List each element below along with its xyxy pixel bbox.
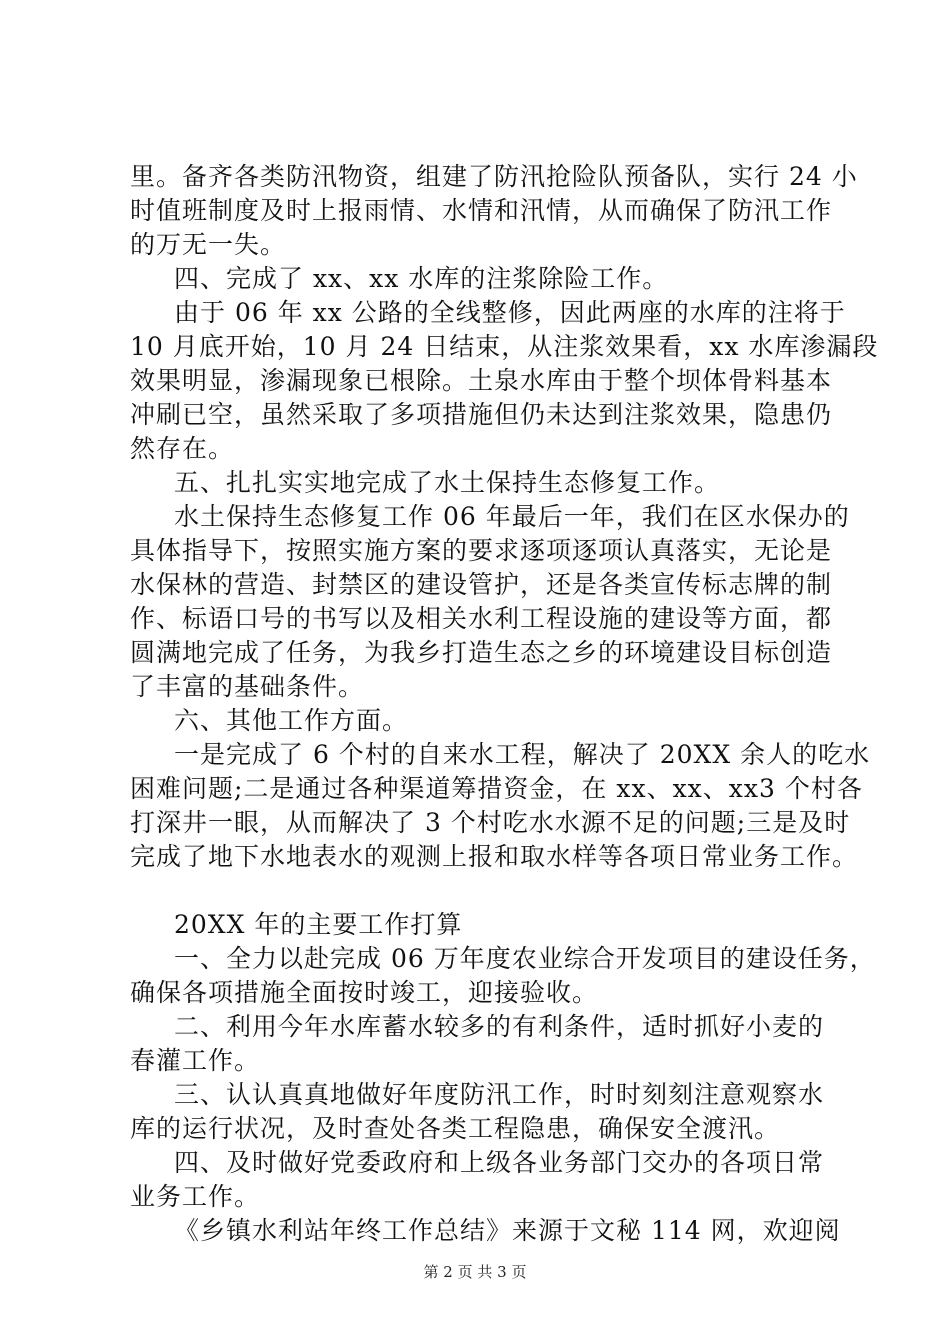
body-line: 水保林的营造、封禁区的建设管护，还是各类宣传标志牌的制 [130,570,833,599]
paragraph-first-line: 四、及时做好党委政府和上级各业务部门交办的各项日常 [174,1148,825,1177]
paragraph-first-line: 三、认认真真地做好年度防汛工作，时时刻刻注意观察水 [174,1080,825,1109]
page-footer [0,1262,950,1282]
body-line: 的万无一失。 [130,230,287,259]
source-note: 《乡镇水利站年终工作总结》来源于文秘 114 网，欢迎阅 [174,1216,841,1245]
body-line: 春灌工作。 [130,1046,261,1075]
section-heading: 四、完成了 xx、xx 水库的注浆除险工作。 [174,264,669,293]
paragraph-first-line: 由于 06 年 xx 公路的全线整修，因此两座的水库的注将于 [174,298,846,327]
body-line: 冲刷已空，虽然采取了多项措施但仍未达到注浆效果，隐患仍 [130,400,833,429]
body-line: 打深井一眼，从而解决了 3 个村吃水水源不足的问题;三是及时 [130,808,851,837]
body-line: 效果明显，渗漏现象已根除。土泉水库由于整个坝体骨料基本 [130,366,833,395]
body-line: 具体指导下，按照实施方案的要求逐项逐项认真落实，无论是 [130,536,833,565]
section-heading: 六、其他工作方面。 [174,706,409,735]
body-line: 时值班制度及时上报雨情、水情和汛情，从而确保了防汛工作 [130,196,833,225]
page-indicator: 第 2 页 共 3 页 [423,1263,527,1281]
body-line: 确保各项措施全面按时竣工，迎接验收。 [130,978,599,1007]
body-line: 完成了地下水地表水的观测上报和取水样等各项日常业务工作。 [130,842,859,871]
body-line: 困难问题;二是通过各种渠道筹措资金，在 xx、xx、xx3 个村各 [130,774,863,803]
body-line: 10 月底开始，10 月 24 日结束，从注浆效果看，xx 水库渗漏段 [130,332,879,361]
document-body [130,160,879,1248]
body-line: 库的运行状况，及时查处各类工程隐患，确保安全渡汛。 [130,1114,781,1143]
body-line: 了丰富的基础条件。 [130,672,365,701]
body-line: 里。备齐各类防汛物资，组建了防汛抢险队预备队，实行 24 小 [130,162,858,191]
body-line: 圆满地完成了任务，为我乡打造生态之乡的环境建设目标创造 [130,638,833,667]
paragraph-first-line: 水土保持生态修复工作 06 年最后一年，我们在区水保办的 [174,502,850,531]
body-line: 业务工作。 [130,1182,261,1211]
paragraph-first-line: 一、全力以赴完成 06 万年度农业综合开发项目的建设任务， [174,944,876,973]
section-heading: 五、扎扎实实地完成了水土保持生态修复工作。 [174,468,721,497]
paragraph-first-line: 一是完成了 6 个村的自来水工程，解决了 20XX 余人的吃水 [174,740,871,769]
blank-line [130,874,850,908]
body-line: 作、标语口号的书写以及相关水利工程设施的建设等方面，都 [130,604,833,633]
body-line: 然存在。 [130,434,235,463]
plan-heading: 20XX 年的主要工作打算 [174,910,463,939]
paragraph-first-line: 二、利用今年水库蓄水较多的有利条件，适时抓好小麦的 [174,1012,825,1041]
